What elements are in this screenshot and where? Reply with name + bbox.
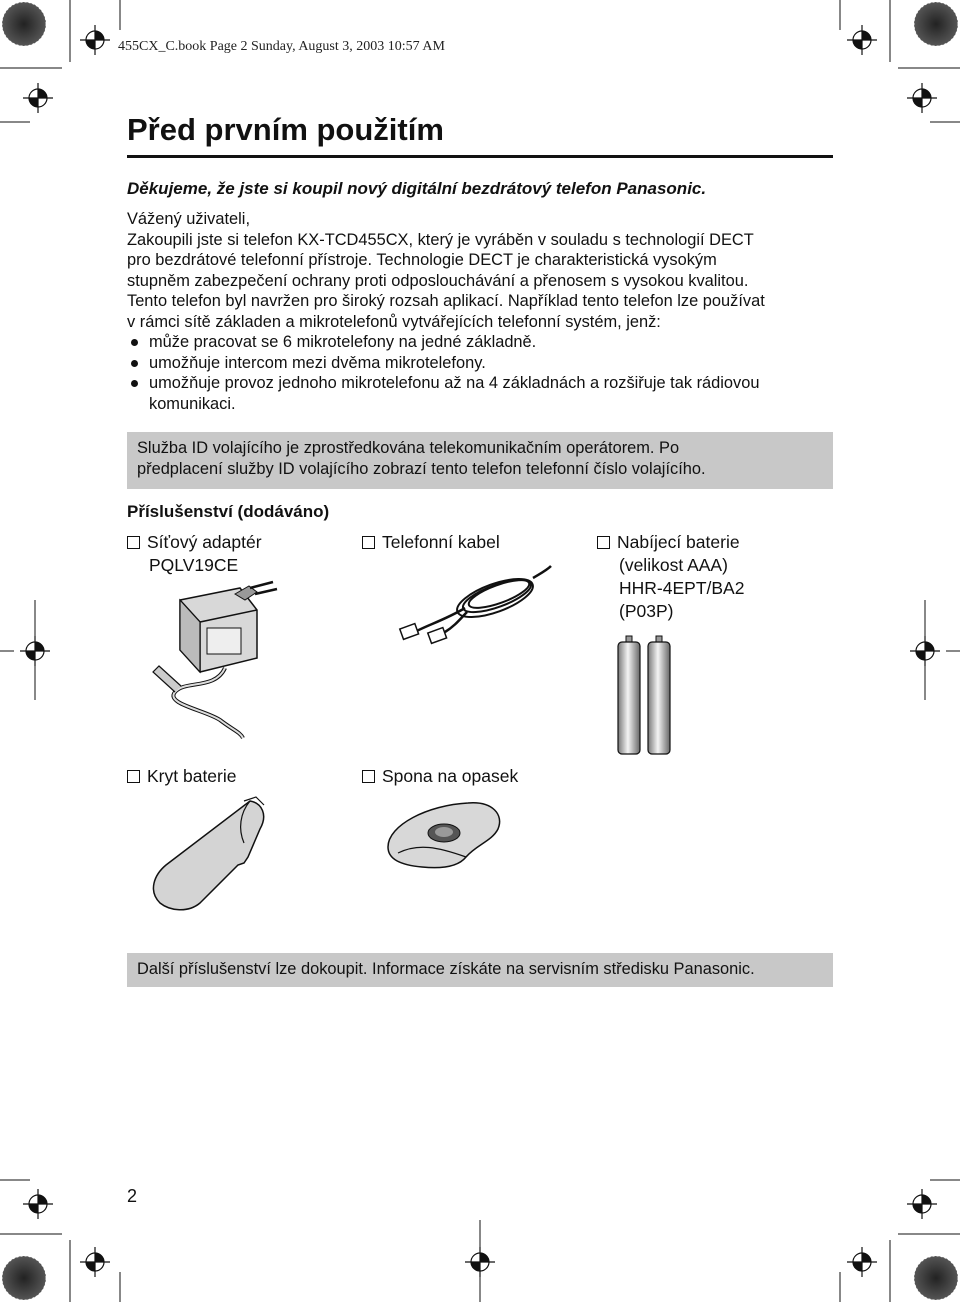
accessory-cover <box>127 765 236 788</box>
caller-id-note <box>127 432 833 489</box>
list-item: může pracovat se 6 mikrotelefony na jedné základně. <box>127 332 837 353</box>
book-header-line: 455CX_C.book Page 2 Sunday, August 3, 2003 10:57 AM <box>118 39 445 54</box>
list-item-continuation: komunikaci. <box>149 394 236 413</box>
accessory-cable <box>362 531 500 554</box>
accessory-name: Telefonní kabel <box>382 532 500 552</box>
accessory-detail: HHR-4EPT/BA2 <box>619 578 745 598</box>
accessory-name: Síťový adaptér <box>147 532 262 552</box>
accessory-name: Spona na opasek <box>382 766 519 786</box>
body-line: Vážený uživateli, <box>127 210 250 228</box>
telephone-cable-illustration <box>395 560 555 650</box>
body-line: Tento telefon byl navržen pro široký rozsah aplikací. Například tento telefon lze používat <box>127 292 765 310</box>
accessory-model: PQLV19CE <box>149 555 239 575</box>
body-line: v rámci sítě základen a mikrotelefonů vytvářejících telefonní systém, jenž: <box>127 312 661 331</box>
checkbox-icon <box>362 770 375 783</box>
accessories-title: Příslušenství (dodáváno) <box>127 502 330 521</box>
accessory-detail: (velikost AAA) <box>619 555 728 575</box>
footer-note: Další příslušenství lze dokoupit. Informace získáte na servisním středisku Panasonic. <box>127 953 833 987</box>
feature-list <box>127 332 837 394</box>
starburst-top-right <box>914 2 958 46</box>
page-number: 2 <box>127 1186 138 1206</box>
accessory-adapter <box>127 531 262 577</box>
body-text <box>127 209 837 414</box>
starburst-top-left <box>2 2 46 46</box>
page-title: Před prvním použitím <box>127 112 444 147</box>
checkbox-icon <box>127 770 140 783</box>
accessory-name: Kryt baterie <box>147 766 237 786</box>
body-line: pro bezdrátové telefonní přístroje. Technologie DECT je charakteristická vysokým <box>127 251 717 269</box>
note-line: Služba ID volajícího je zprostředkována telekomunikačním operátorem. Po <box>137 439 680 457</box>
list-item: umožňuje intercom mezi dvěma mikrotelefony. <box>127 353 837 374</box>
checkbox-icon <box>362 536 375 549</box>
checkbox-icon <box>127 536 140 549</box>
accessory-battery <box>597 531 744 623</box>
starburst-bottom-left <box>2 1256 46 1300</box>
accessory-clip <box>362 765 518 788</box>
body-line: stupněm zabezpečení ochrany proti odposlouchávání a přenosem s vysokou kvalitou. <box>127 271 749 290</box>
body-line: Zakoupili jste si telefon KX-TCD455CX, který je vyráběn v souladu s technologií DECT <box>127 230 754 249</box>
batteries-illustration <box>612 630 682 760</box>
title-rule <box>127 155 833 158</box>
intro-bold-text: Děkujeme, že jste si koupil nový digitální bezdrátový telefon Panasonic. <box>127 179 707 198</box>
checkbox-icon <box>597 536 610 549</box>
list-item: umožňuje provoz jednoho mikrotelefonu až na 4 základnách a rozšiřuje tak rádiovou <box>127 373 837 394</box>
battery-cover-illustration <box>140 795 275 915</box>
ac-adapter-illustration <box>145 580 285 740</box>
belt-clip-illustration <box>378 795 508 875</box>
accessory-name: Nabíjecí baterie <box>617 532 740 552</box>
note-line: předplacení služby ID volajícího zobrazí tento telefon telefonní číslo volajícího. <box>137 460 706 478</box>
starburst-bottom-right <box>914 1256 958 1300</box>
accessory-detail: (P03P) <box>619 601 674 621</box>
